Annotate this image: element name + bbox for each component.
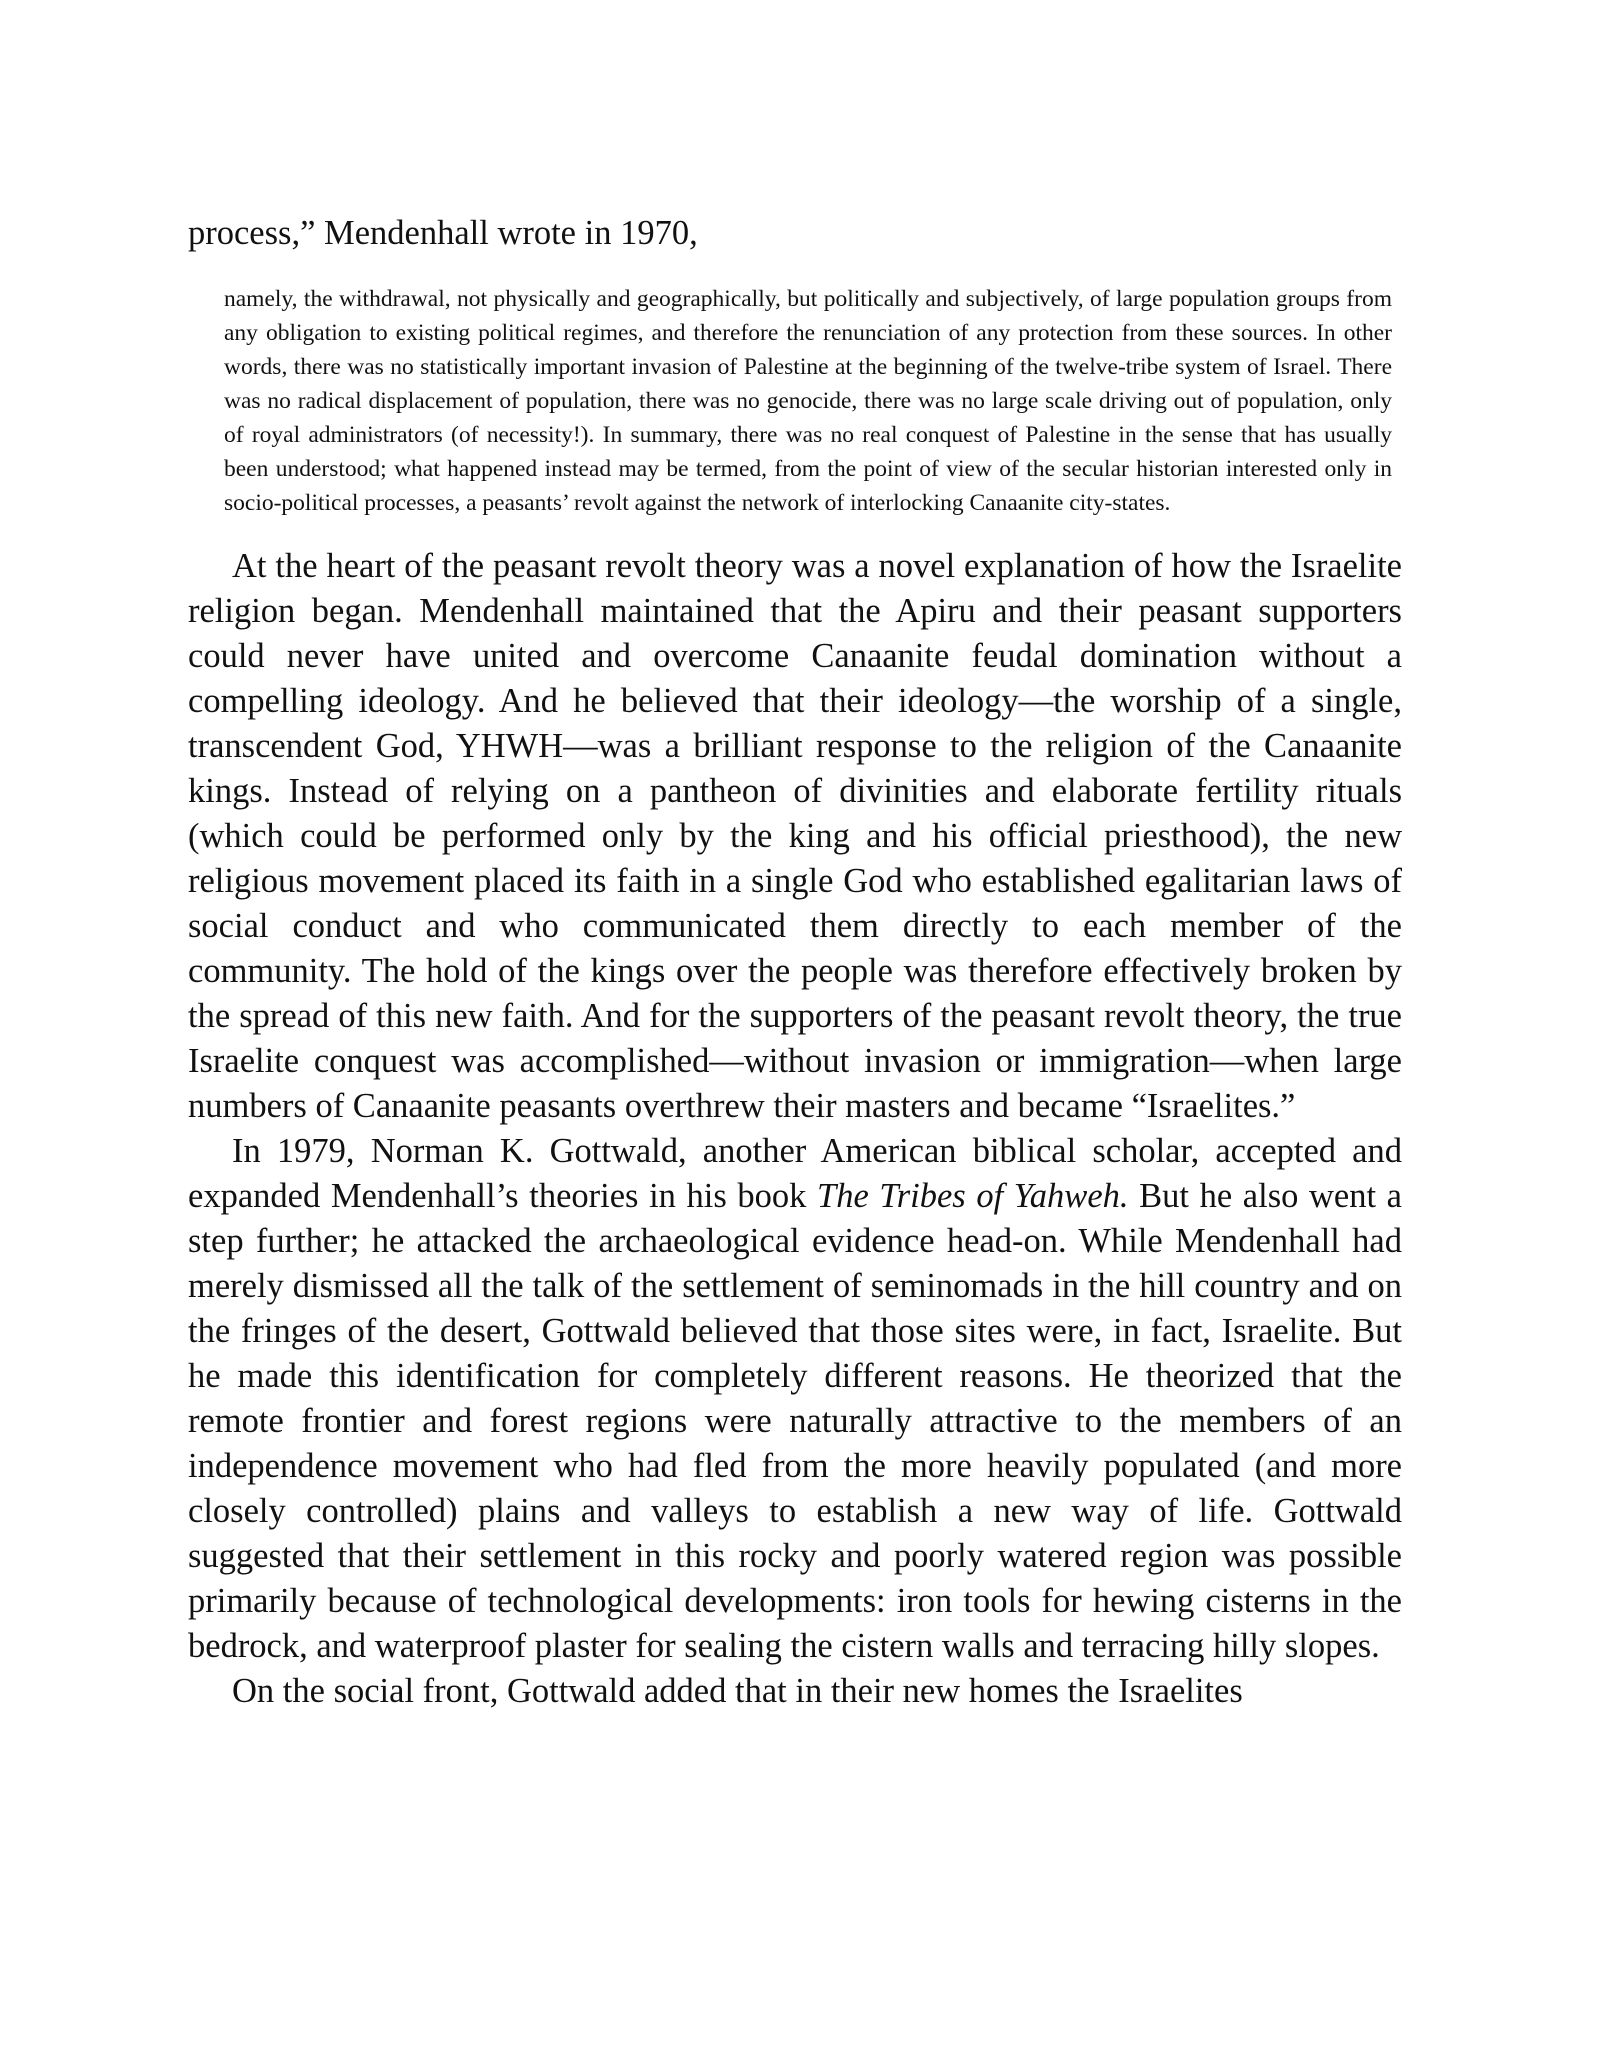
body-paragraph-1: At the heart of the peasant revolt theory was a novel explanation of how the Israelite religion began. Mendenhall maintained that the Apiru and their peasant supporters could never have united and overcome Canaanite feudal domination without a compelling ideology. And he believed that their ideology—the worship of a single, transcendent God, YHWH—was a brilliant response to the religion of the Canaanite kings. Instead of relying on a pantheon of divinities and elaborate fertility rituals (which could be performed only by the king and his official priesthood), the new religious movement placed its faith in a single God who established egalitarian laws of social conduct and who communicated them directly to each member of the community. The hold of the kings over the people was therefore effectively broken by the spread of this new faith. And for the supporters of the peasant revolt theory, the true Israelite conquest was accomplished—without invasion or immigration—when large numbers of Canaanite peasants overthrew their masters and became “Israelites.” xyxy=(188,547,1402,1125)
body-paragraph-3: On the social front, Gottwald added that in their new homes the Israelites xyxy=(232,1672,1243,1710)
paragraph-2-text-start: In 1979, Norman K. Gottwald, another American biblical scholar, accepted and expanded Mendenhall’s theories in his book xyxy=(188,1132,1402,1215)
quote-lead-in: process,” Mendenhall wrote in 1970, xyxy=(188,214,698,252)
body-paragraph-2 xyxy=(188,1129,1402,1669)
paragraph-2-text-end: But he also went a step further; he attacked the archaeological evidence head-on. While Mendenhall had merely dismissed all the talk of the settlement of seminomads in the hill country and on the fringes of the desert, Gottwald believed that those sites were, in fact, Israelite. But he made this identification for completely different reasons. He theorized that the remote frontier and forest regions were naturally attractive to the members of an independence movement who had fled from the more heavily populated (and more closely controlled) plains and valleys to establish a new way of life. Gottwald suggested that their settlement in this rocky and poorly watered region was possible primarily because of technological developments: iron tools for hewing cisterns in the bedrock, and waterproof plaster for sealing the cistern walls and terracing hilly slopes. xyxy=(188,1177,1402,1665)
book-title: The Tribes of Yahweh. xyxy=(817,1177,1129,1215)
block-quote: namely, the withdrawal, not physically and geographically, but politically and subjectively, of large population groups from any obligation to existing political regimes, and therefore the renunciation of any protection from these sources. In other words, there was no statistically important invasion of Palestine at the beginning of the twelve-tribe system of Israel. There was no radical displacement of population, there was no genocide, there was no large scale driving out of population, only of royal administrators (of necessity!). In summary, there was no real conquest of Palestine in the sense that has usually been understood; what happened instead may be termed, from the point of view of the secular historian interested only in socio-political processes, a peasants’ revolt against the network of interlocking Canaanite city-states. xyxy=(224,286,1392,516)
book-page xyxy=(188,210,1402,1714)
